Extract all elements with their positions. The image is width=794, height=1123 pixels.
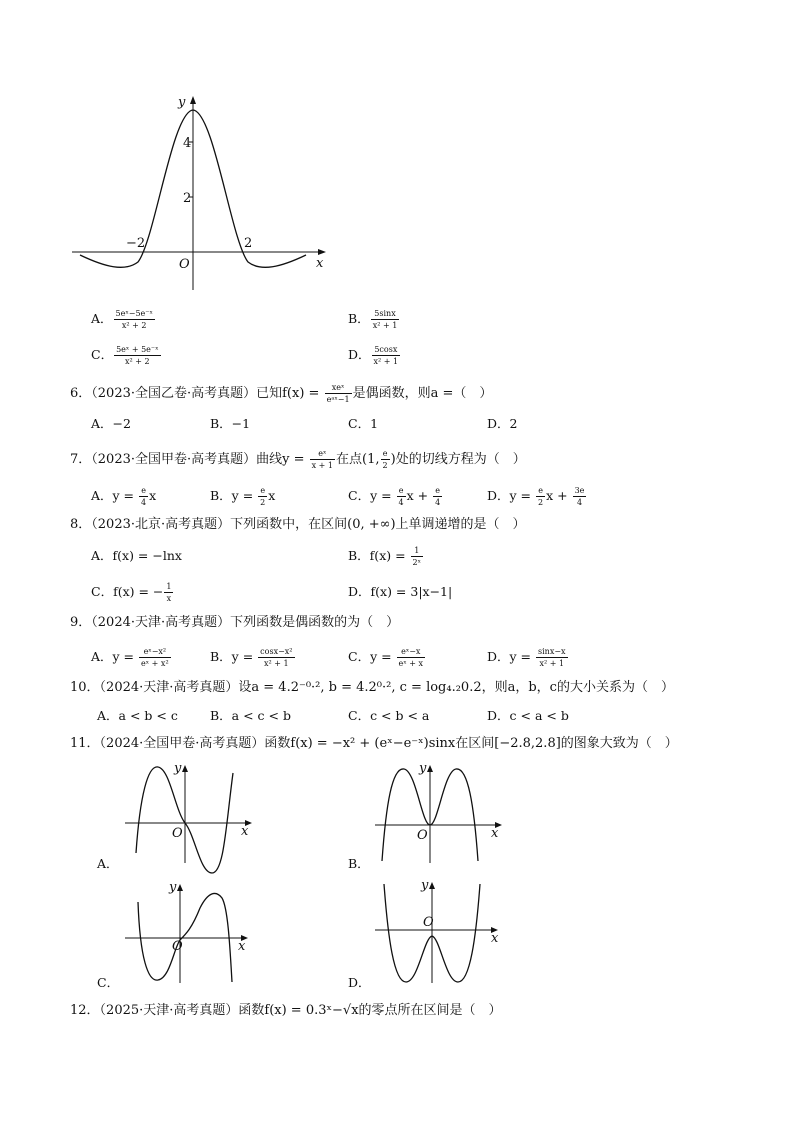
q10-option-c[interactable]: C．c < b < a [348, 708, 430, 723]
q9-option-c[interactable]: C．y = $\frac{\text{eˣ−x}}{\text{eˣ + x}}$ [348, 647, 423, 668]
q6-option-b[interactable]: B．−1 [210, 416, 251, 431]
q5-x-label: x [316, 256, 324, 271]
q6-option-d[interactable]: D．2 [487, 416, 518, 431]
q10-option-a[interactable]: A．a < b < c [97, 708, 178, 723]
q5-tick-4: 4 [183, 136, 192, 151]
q11-option-b[interactable]: B． [348, 856, 370, 871]
q11-stem: 11．（2024·全国甲卷·高考真题）函数f(x) = −x² + (eˣ−e⁻ˣ)sinx在区间[−2.8,2.8]的图象大致为（ ） [70, 736, 678, 751]
q8-option-c[interactable]: C．f(x) = − $\frac{1}{x}$ [91, 582, 172, 603]
q12-stem: 12．（2025·天津·高考真题）函数f(x) = 0.3ˣ−√x的零点所在区间是（ ） [70, 1003, 502, 1018]
q11-option-c[interactable]: C． [97, 975, 120, 990]
q11-graph-d[interactable] [370, 878, 510, 988]
q7-option-d[interactable]: D．y = $\frac{e}{2}$ x + $\frac{3e}{4}$ [487, 486, 585, 507]
q9-stem: 9．（2024·天津·高考真题）下列函数是偶函数的为（ ） [70, 615, 400, 630]
q7-stem: 7．（2023·全国甲卷·高考真题）曲线y = $\frac{\text{eˣ}}{x + 1}$ 在点(1, $\frac{e}{2}$ )处的切线方程为（ ） [70, 449, 526, 470]
svg-text:O: O [417, 828, 428, 843]
svg-text:O: O [423, 915, 434, 930]
q5-x-arrow [318, 249, 326, 255]
q11-graph-b[interactable] [370, 755, 510, 865]
q10-stem: 10．（2024·天津·高考真题）设a = 4.2⁻⁰·², b = 4.2⁰·², c = log₄.₂0.2，则a，b，c的大小关系为（ ） [70, 680, 674, 695]
q5-option-c[interactable]: C． $\frac{\text{5eˣ + 5e⁻ˣ}}{\text{x² + 2}}$ [91, 345, 159, 366]
q11-graph-c[interactable] [120, 878, 260, 988]
svg-text:y: y [169, 880, 177, 895]
svg-text:y: y [421, 878, 429, 893]
q5-y-label: y [178, 95, 186, 110]
q10-option-d[interactable]: D．c < a < b [487, 708, 569, 723]
q5-origin: O [179, 257, 190, 272]
q11-option-a[interactable]: A． [97, 856, 119, 871]
q11-graph-a[interactable] [120, 755, 260, 865]
q8-option-a[interactable]: A．f(x) = −lnx [91, 548, 182, 563]
q5-option-a[interactable]: A． $\frac{\text{5eˣ−5e⁻ˣ}}{\text{x² + 2}}$ [91, 309, 153, 330]
q5-tick-2: 2 [183, 191, 192, 206]
q5-tick-minus2: −2 [126, 236, 146, 251]
q5-option-b[interactable]: B． $\frac{5\sin x}{\text{x² + 1}}$ [348, 309, 398, 330]
svg-text:O: O [172, 826, 183, 841]
q8-option-d[interactable]: D．f(x) = 3|x−1| [348, 584, 453, 599]
q7-option-c[interactable]: C．y = $\frac{e}{4}$ x + $\frac{e}{4}$ [348, 486, 441, 507]
q8-stem: 8．（2023·北京·高考真题）下列函数中，在区间(0, +∞)上单调递增的是（ ） [70, 517, 526, 532]
svg-text:y: y [419, 761, 427, 776]
svg-text:x: x [491, 931, 499, 946]
q11-option-d[interactable]: D． [348, 975, 371, 990]
q9-option-d[interactable]: D．y = $\frac{\sin x-x}{\text{x² + 1}}$ [487, 647, 566, 668]
q5-graph [0, 0, 794, 300]
svg-text:x: x [238, 939, 246, 954]
svg-text:O: O [172, 939, 183, 954]
q6-stem: 6．（2023·全国乙卷·高考真题）已知f(x) = $\frac{\text{xeˣ}}{\text{eᵃˣ−1}}$ 是偶函数，则a =（ ） [70, 383, 493, 404]
q6-option-a[interactable]: A．−2 [91, 416, 131, 431]
q7-option-b[interactable]: B．y = $\frac{e}{2}$ x [210, 486, 276, 507]
svg-text:x: x [241, 824, 249, 839]
q5-tick-x2: 2 [244, 236, 253, 251]
q7-option-a[interactable]: A．y = $\frac{e}{4}$ x [91, 486, 157, 507]
q5-option-d[interactable]: D． $\frac{5\cos x}{\text{x² + 1}}$ [348, 345, 399, 366]
q8-option-b[interactable]: B．f(x) = $\frac{1}{\text{2ˣ}}$ [348, 546, 422, 567]
svg-text:x: x [491, 826, 499, 841]
q10-option-b[interactable]: B．a < c < b [210, 708, 291, 723]
svg-text:y: y [174, 761, 182, 776]
q6-option-c[interactable]: C．1 [348, 416, 379, 431]
q5-y-arrow [190, 96, 196, 104]
q9-option-b[interactable]: B．y = $\frac{\text{cosx−x²}}{\text{x² + 1}}$ [210, 647, 293, 668]
q9-option-a[interactable]: A．y = $\frac{\text{eˣ−x²}}{\text{eˣ + x²}}$ [91, 647, 169, 668]
